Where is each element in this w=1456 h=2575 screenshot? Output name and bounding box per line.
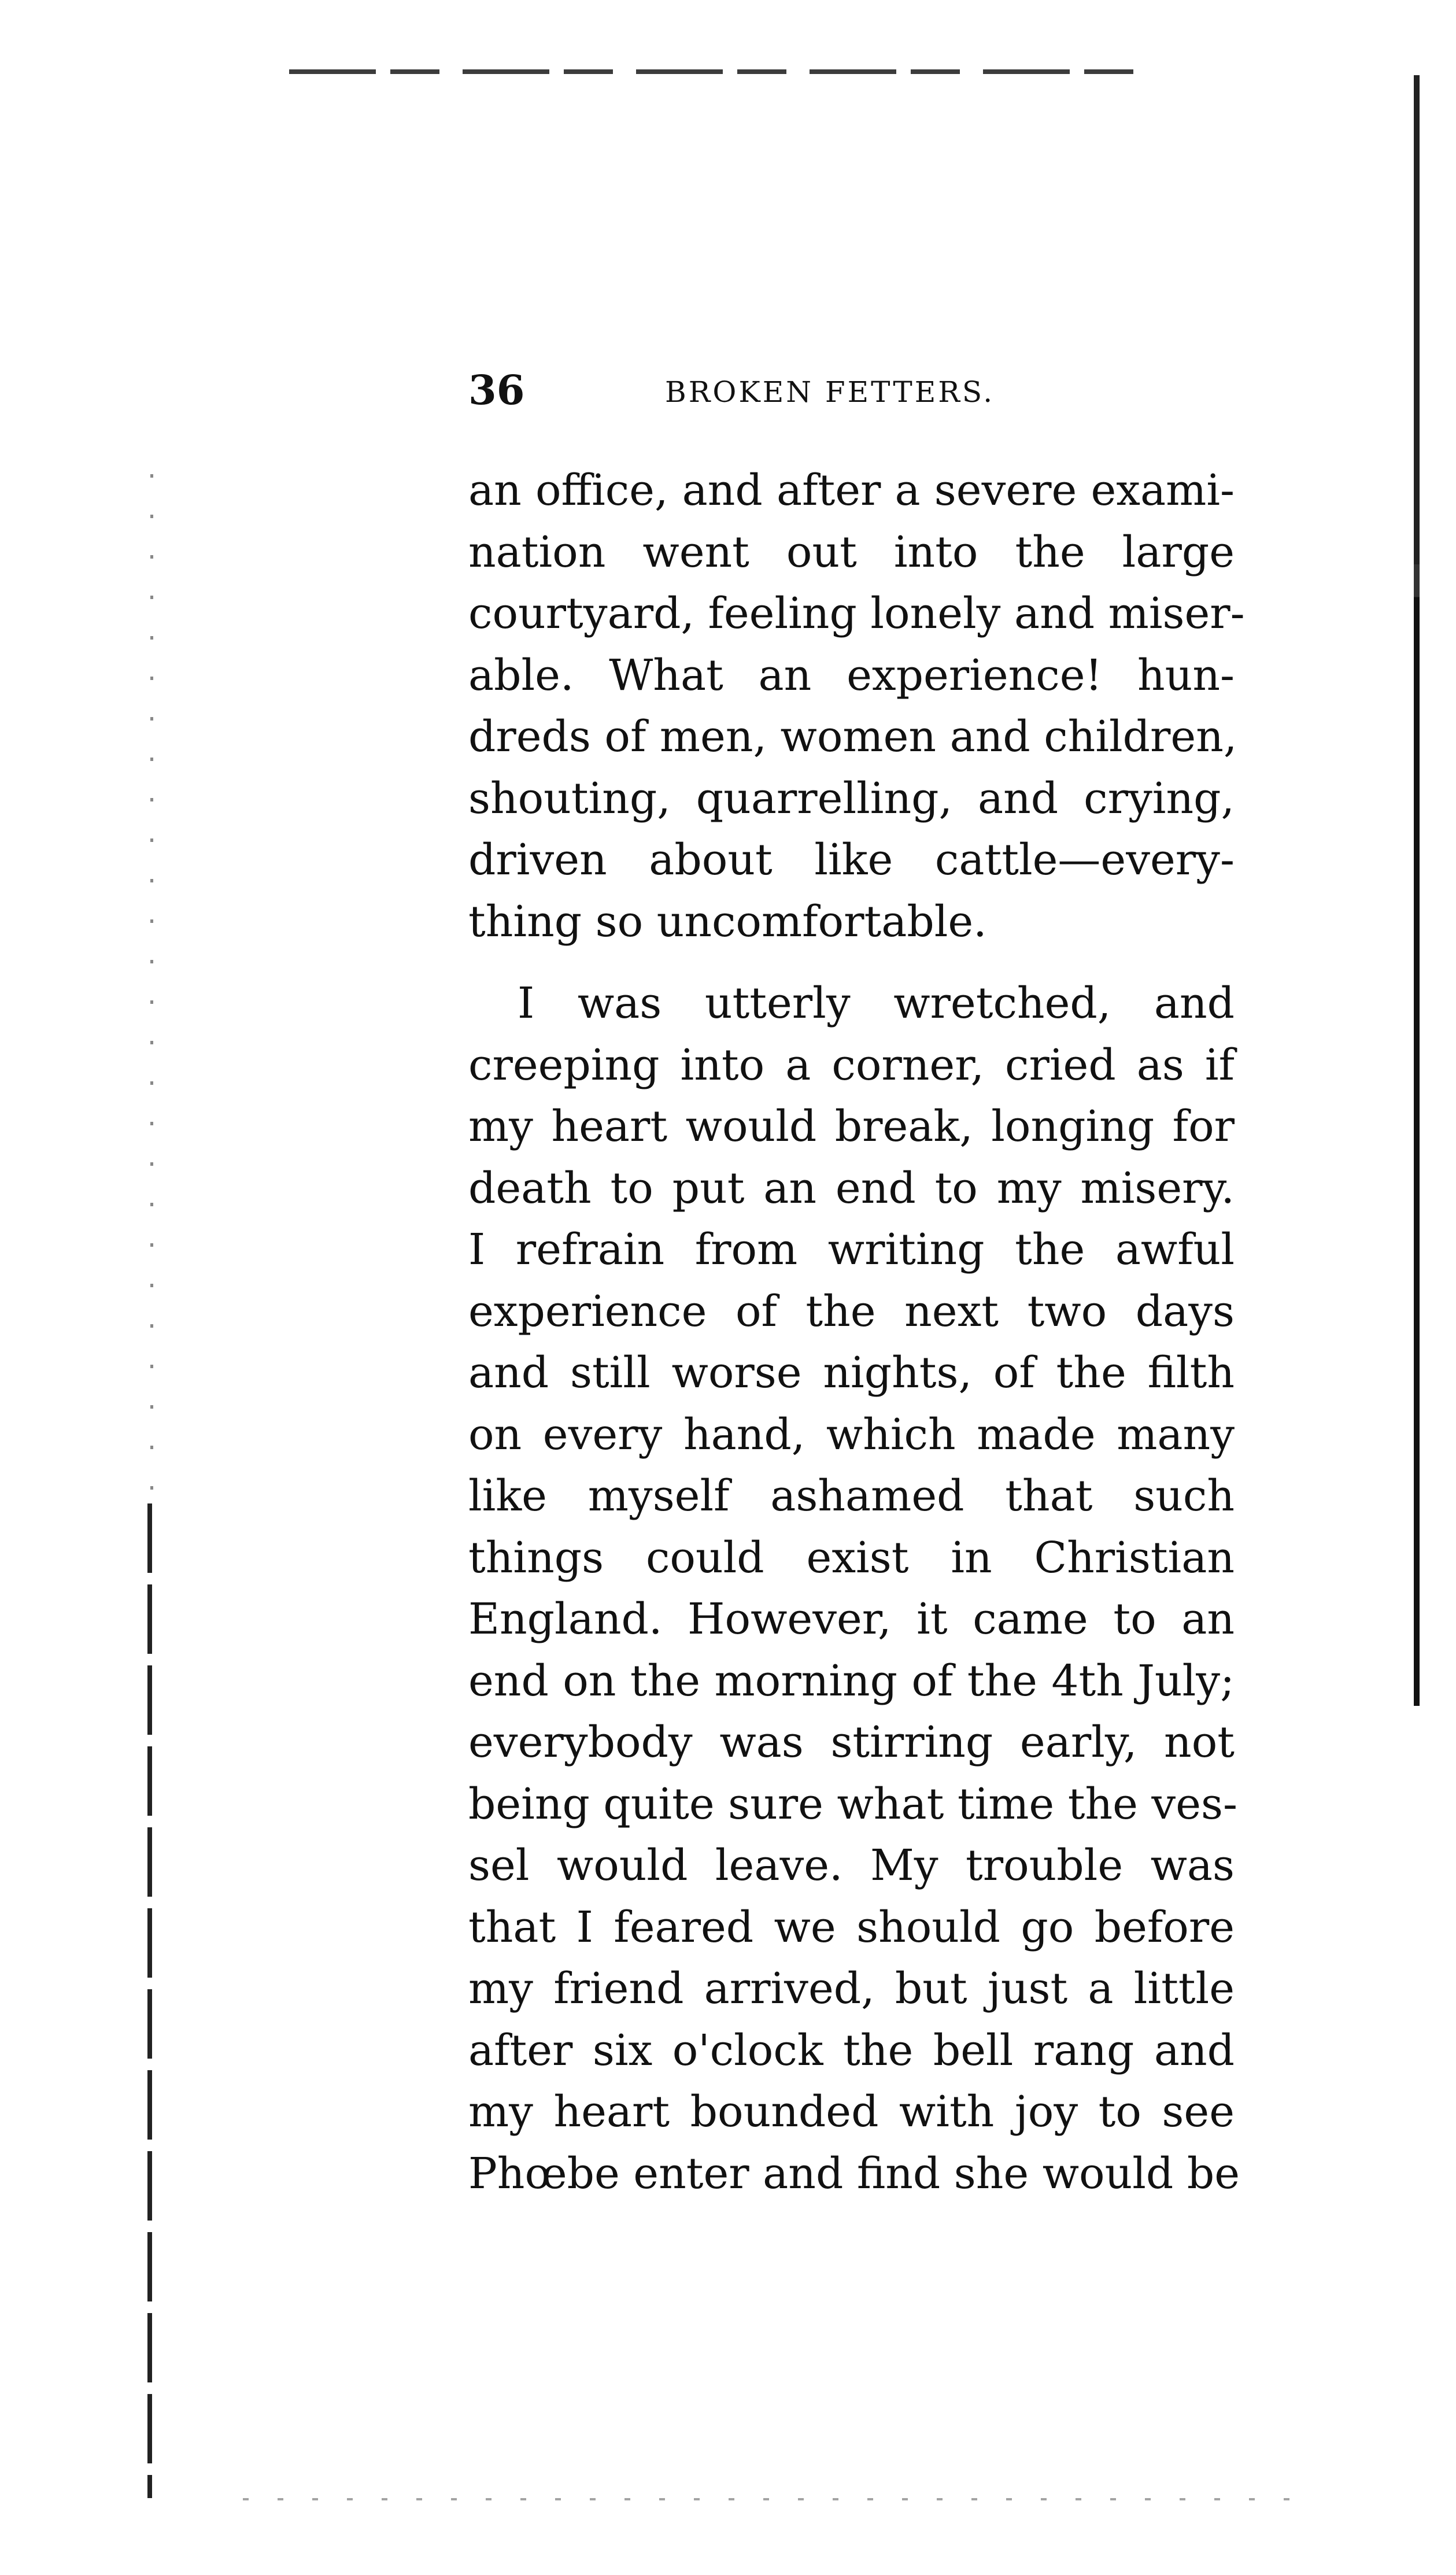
scan-edge-bottom <box>243 2498 1318 2500</box>
scan-dots-left <box>150 474 153 1503</box>
body-text <box>468 460 1245 2204</box>
text-line: I was utterly wretched, and <box>518 978 1235 1028</box>
page-header <box>468 364 1061 416</box>
text-line: death to put an end to my misery. <box>468 1163 1235 1213</box>
text-line: after six o'clock the bell rang and <box>468 2025 1235 2075</box>
text-line: dreds of men, women and children, <box>468 712 1237 762</box>
text-line: shouting, quarrelling, and crying, <box>468 773 1235 823</box>
running-title: BROKEN FETTERS. <box>665 375 995 409</box>
text-line: nation went out into the large <box>468 527 1235 577</box>
text-line: things could exist in Christian <box>468 1532 1235 1583</box>
text-line: on every hand, which made many <box>468 1409 1235 1460</box>
text-line: my heart would break, longing for <box>468 1102 1235 1151</box>
text-line: creeping into a corner, cried as if <box>468 1040 1235 1090</box>
scan-edge-left <box>147 1503 152 2498</box>
text-line: I refrain from writing the awful <box>468 1225 1235 1274</box>
text-line: experience of the next two days <box>468 1286 1235 1336</box>
text-line: able. What an experience! hun- <box>468 650 1235 700</box>
text-line: England. However, it came to an <box>468 1594 1235 1644</box>
text-line: and still worse nights, of the filth <box>468 1348 1235 1398</box>
text-line: everybody was stirring early, not <box>468 1717 1235 1767</box>
text-line: courtyard, feeling lonely and miser- <box>468 589 1245 638</box>
text-line: my friend arrived, but just a little <box>468 1964 1235 2014</box>
paragraph-gap <box>468 952 1235 973</box>
text-line: being quite sure what time the ves- <box>468 1779 1238 1829</box>
page-number: 36 <box>468 366 525 414</box>
text-line: my heart bounded with joy to see <box>468 2087 1235 2137</box>
text-line: like myself ashamed that such <box>468 1471 1235 1521</box>
text-line: sel would leave. My trouble was <box>468 1841 1235 1890</box>
text-line: end on the morning of the 4th July; <box>468 1656 1235 1706</box>
text-line: driven about like cattle—every- <box>468 835 1235 885</box>
scan-edge-top <box>289 69 1156 74</box>
scan-edge-right <box>1414 75 1420 1706</box>
text-line: an office, and after a severe exami- <box>468 466 1235 515</box>
text-line: that I feared we should go before <box>468 1902 1235 1952</box>
text-line: Phœbe enter and find she would be <box>468 2148 1240 2199</box>
text-line: thing so uncomfortable. <box>468 896 987 947</box>
